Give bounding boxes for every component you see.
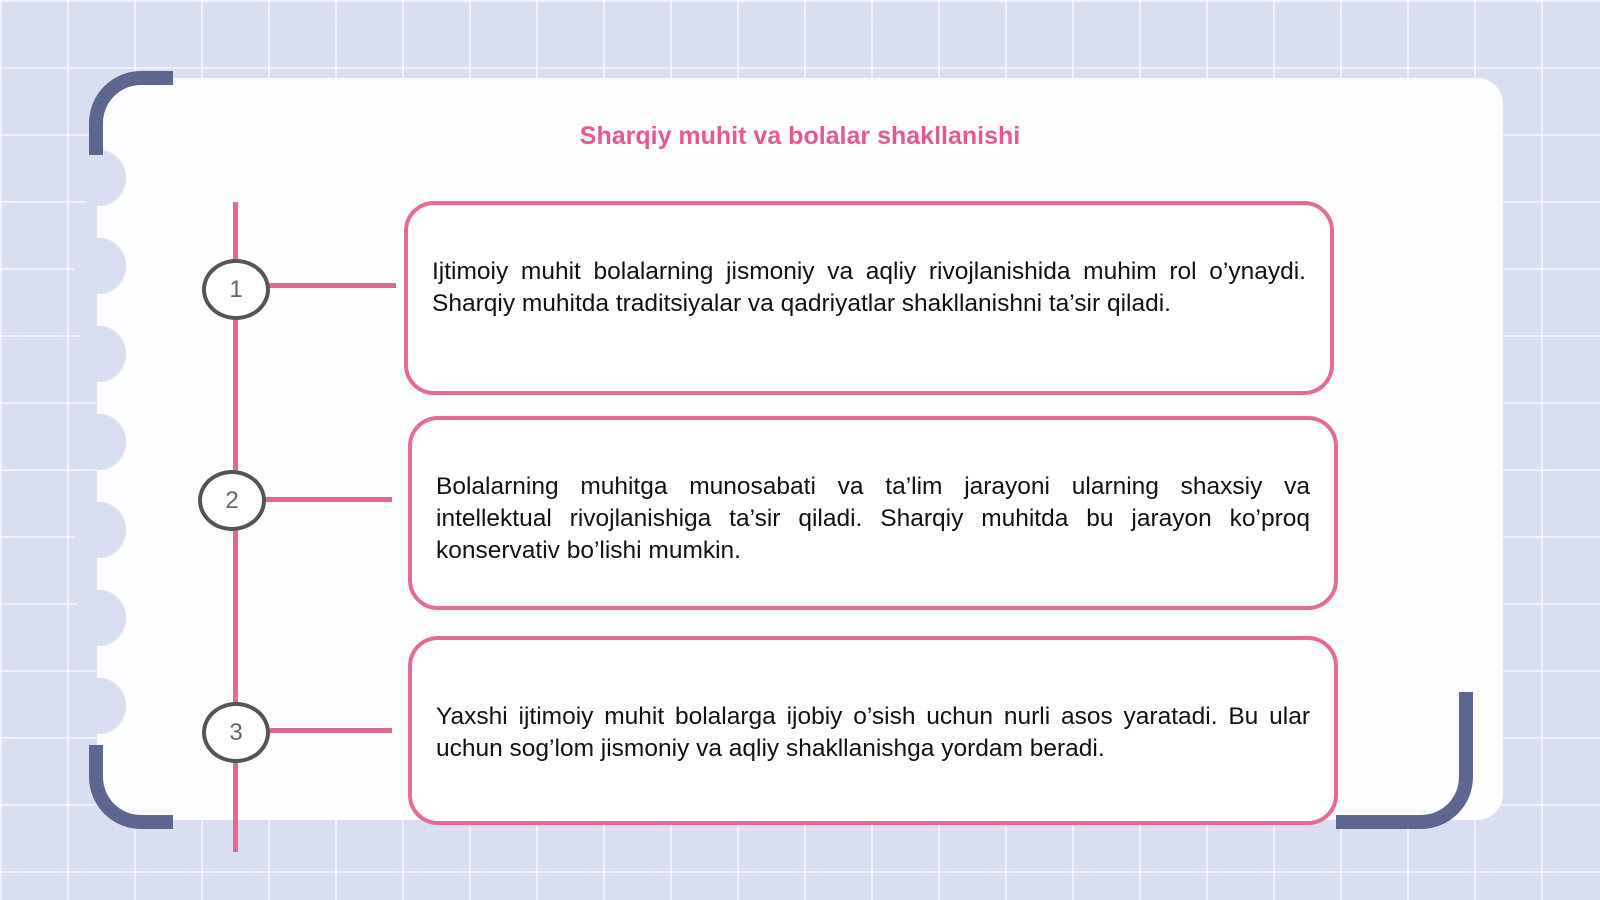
scallop-decoration [74,150,126,206]
scallop-decoration [74,590,126,646]
info-box-3 [408,636,1338,825]
corner-bracket-bottom-right [1336,692,1473,829]
info-text-1: Ijtimoiy muhit bolalarning jismoniy va aqliy rivojlanishida muhim rol o’ynaydi. Sharqiy muhitda traditsiyalar va qadriyatlar shakllanishni ta’sir qiladi. [432,258,1306,317]
info-text-2: Bolalarning muhitga munosabati va ta’lim jarayoni ularning shaxsiy va intellektual rivojlanishiga ta’sir qiladi. Sharqiy muhitda bu jarayon ko’proq konservativ bo’lishi mumkin. [436,473,1310,564]
connector-3 [266,728,392,733]
scallop-decoration [74,326,126,382]
corner-bracket-bottom-left [89,745,173,829]
step-number-2: 2 [198,470,266,531]
scallop-decoration [74,414,126,470]
scallop-decoration [74,502,126,558]
connector-2 [262,497,392,502]
info-box-2 [408,416,1338,610]
scallop-decoration [74,678,126,734]
connector-1 [266,283,396,288]
info-text-3: Yaxshi ijtimoiy muhit bolalarga ijobiy o’sish uchun nurli asos yaratadi. Bu ular uchun sog’lom jismoniy va aqliy shakllanishga yordam beradi. [436,703,1310,762]
step-number-1: 1 [202,259,270,320]
scallop-decoration [74,238,126,294]
slide-title: Sharqiy muhit va bolalar shakllanishi [579,122,1021,150]
info-box-1 [404,201,1334,395]
step-number-3: 3 [202,702,270,763]
